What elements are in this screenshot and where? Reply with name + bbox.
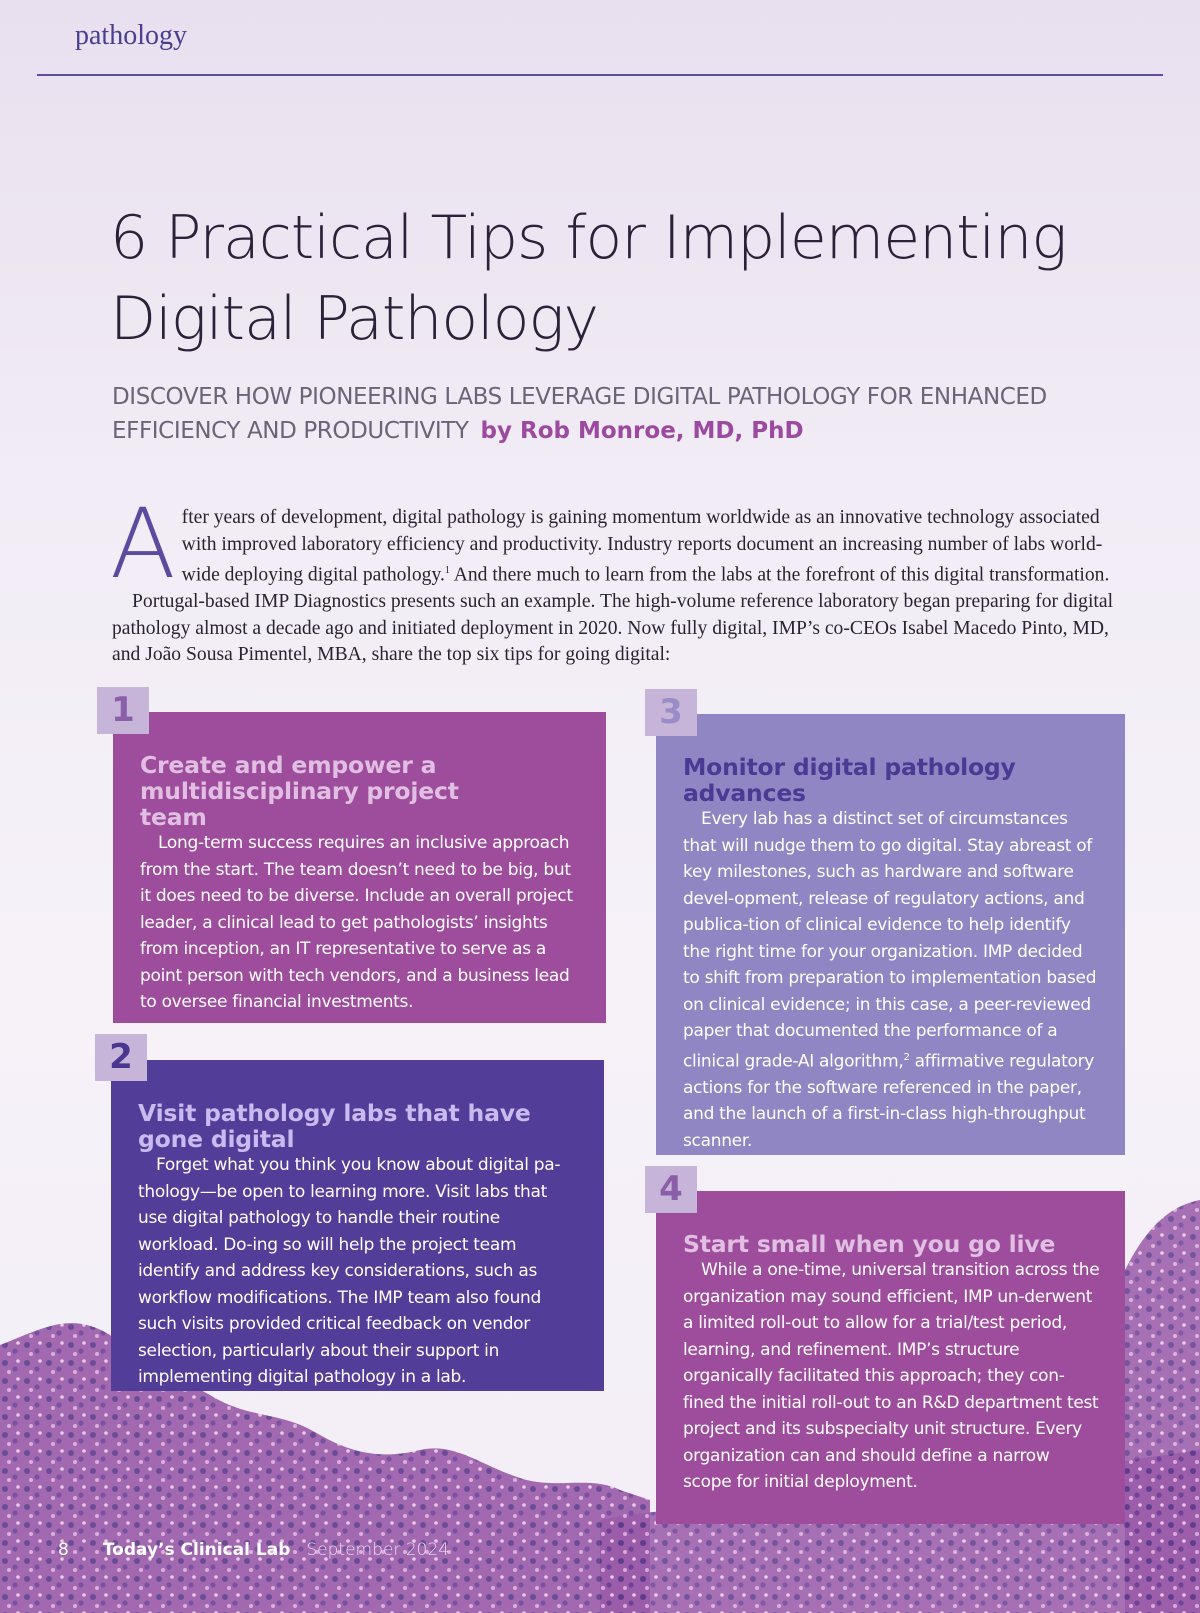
tip-number-badge: 3	[645, 689, 697, 736]
page-number: 8	[58, 1540, 69, 1560]
title-line-2: Digital Pathology	[110, 284, 598, 354]
tip-body-text: Every lab has a distinct set of circumstances that will nudge them to go digital. Stay abreast of key milestones, such as hardware and software devel-opment, release of regulatory actions, and publica-tion of clinical evidence to help identify the right time for your organization. IMP decided to shift from preparation to implementation based on clinical evidence; in this case, a peer-reviewed paper that documented the performance of a clinical grade-AI algorithm,	[683, 809, 1097, 1072]
article-title	[110, 198, 1110, 360]
tip-content	[683, 754, 1101, 1154]
tip-content	[138, 1100, 580, 1391]
intro-p1-text-end: And there much to learn from the labs at the forefront of this digital transformation.	[449, 564, 1110, 586]
footnote-ref-1: 1	[444, 565, 450, 576]
tip-card-1	[111, 690, 606, 1023]
tip-body: Long-term success requires an inclusive approach from the start. The team doesn’t need to be big, but it does need to be diverse. Include an overall project leader, a clinical lead to get pathologists’ insights from inception, an IT representative to serve as a point person with tech vendors, and a business lead to oversee financial investments.	[140, 833, 573, 1012]
tip-body: Forget what you think you know about digital pa-thology—be open to learning more. Visit labs that use digital pathology to handle their routine workload. Do-ing so will help the project team identify and address key considerations, such as workflow modifications. The IMP team also found such visits provided critical feedback on vendor selection, particularly about their support in implementing digital pathology in a lab.	[138, 1155, 561, 1387]
tip-body: While a one-time, universal transition across the organization may sound efficient, IMP un-derwent a limited roll-out to allow for a trial/test period, learning, and refinement. IMP’s structure organically facilitated this approach; they con-fined the initial roll-out to an R&D department test project and its subspecialty unit structure. Every organization can and should define a narrow scope for initial deployment.	[683, 1260, 1100, 1492]
tip-content	[683, 1231, 1101, 1496]
article-deck	[112, 380, 1112, 448]
deck-line-2: EFFICIENCY AND PRODUCTIVITY	[112, 418, 469, 444]
tip-body-text-end: affirmative regulatory actions for the software referenced in the paper, and the launch of a first-in-class high-throughput scanner.	[683, 1051, 1095, 1151]
tip-card-2	[109, 1037, 604, 1391]
tip-card-3	[656, 692, 1125, 1155]
tip-content	[140, 752, 582, 1016]
header-rule	[37, 74, 1163, 76]
intro-paragraph-2: Portugal-based IMP Diagnostics presents such an example. The high-volume reference laboratory began preparing for digital pathology almost a decade ago and initiated deployment in 2020. Now fully digital, IMP’s co-CEOs Isabel Macedo Pinto, MD, and João Sousa Pimentel, MBA, share the top six tips for going digital:	[112, 591, 1114, 666]
tip-body	[683, 806, 1101, 1154]
footnote-ref-2: 2	[903, 1051, 910, 1063]
page-footer	[58, 1540, 449, 1560]
tip-heading: Create and empower a multidisciplinary project team	[140, 751, 459, 831]
intro-text	[110, 488, 1125, 669]
tip-heading: Start small when you go live	[683, 1230, 1056, 1258]
section-label: pathology	[75, 20, 187, 51]
issue-date: September 2024	[306, 1540, 450, 1560]
magazine-name: Today’s Clinical Lab	[102, 1540, 291, 1560]
tip-heading: Monitor digital pathology advances	[683, 753, 1016, 807]
tip-number-badge: 1	[97, 687, 149, 734]
byline: by Rob Monroe, MD, PhD	[480, 418, 804, 444]
tip-number-badge: 2	[95, 1034, 147, 1081]
tip-number-badge: 4	[645, 1166, 697, 1213]
intro-paragraph-1	[110, 488, 1125, 600]
tip-card-4	[656, 1169, 1125, 1524]
deck-line-1: DISCOVER HOW PIONEERING LABS LEVERAGE DIGITAL PATHOLOGY FOR ENHANCED	[112, 384, 1047, 410]
drop-cap: A	[110, 488, 176, 600]
tip-heading: Visit pathology labs that have gone digital	[138, 1099, 531, 1153]
intro-p1-text: fter years of development, digital pathology is gaining momentum worldwide as an innovative technology associated with improved laboratory efficiency and productivity. Industry reports document an increasing number of labs world-wide deploying digital pathology.	[181, 507, 1103, 586]
title-line-1: 6 Practical Tips for Implementing	[110, 203, 1067, 273]
